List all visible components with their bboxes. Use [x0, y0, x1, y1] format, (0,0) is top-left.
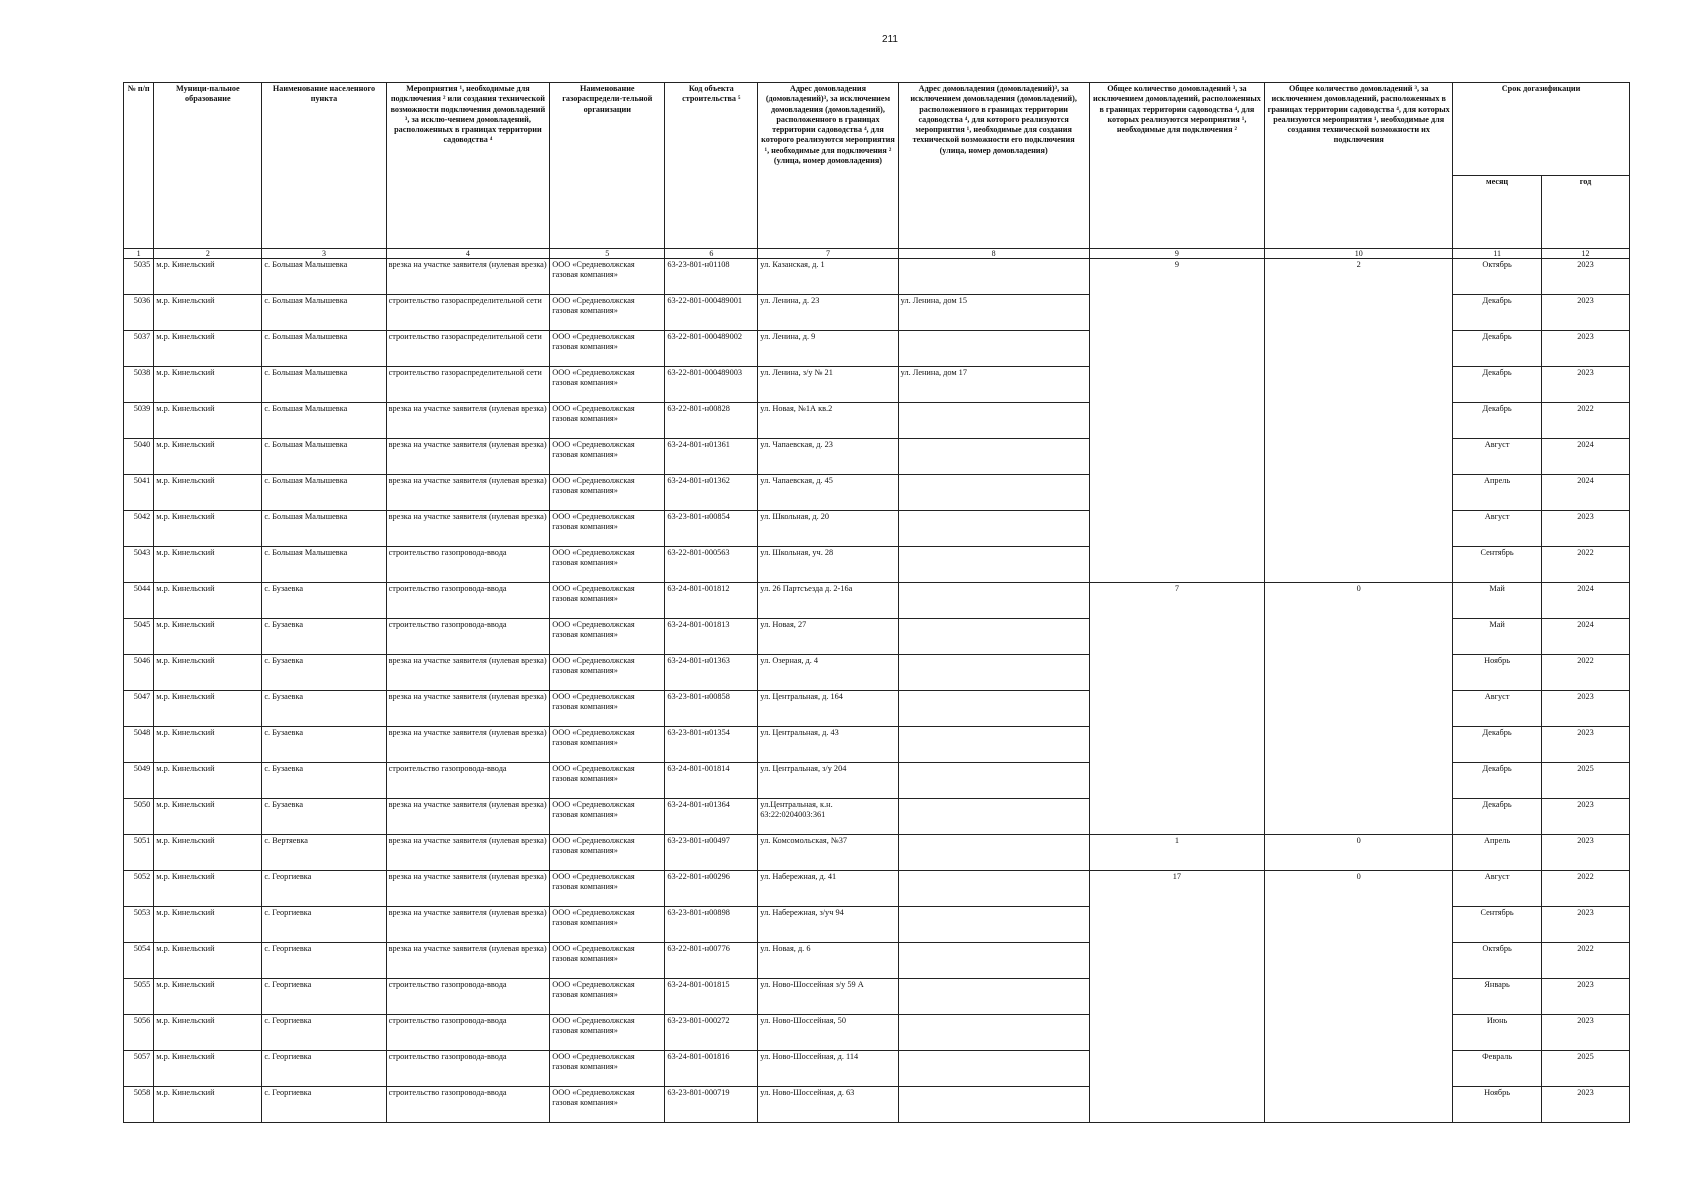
municipality-cell: м.р. Кинельский: [154, 619, 262, 655]
technical-address-cell: [898, 763, 1089, 799]
deadline-month-cell: Апрель: [1453, 835, 1542, 871]
organization-cell: ООО «Средневолжская газовая компания»: [550, 331, 665, 367]
header-row: [124, 83, 1630, 176]
settlement-cell: с. Бузаевка: [262, 583, 386, 619]
activity-cell: врезка на участке заявителя (нулевая врезка): [386, 799, 550, 835]
header-organization: Наименование газораспредели-тельной организации: [550, 83, 665, 249]
page-number: 211: [882, 34, 898, 45]
row-number: 5037: [124, 331, 154, 367]
header-number: № п/п: [124, 83, 154, 249]
activity-cell: врезка на участке заявителя (нулевая врезка): [386, 655, 550, 691]
organization-cell: ООО «Средневолжская газовая компания»: [550, 655, 665, 691]
activity-cell: врезка на участке заявителя (нулевая врезка): [386, 475, 550, 511]
deadline-month-cell: Август: [1453, 871, 1542, 907]
settlement-cell: с. Большая Малышевка: [262, 331, 386, 367]
header-month: месяц: [1453, 176, 1542, 249]
settlement-cell: с. Большая Малышевка: [262, 547, 386, 583]
technical-address-cell: [898, 799, 1089, 835]
header-settlement: Наименование населенного пункта: [262, 83, 386, 249]
activity-cell: врезка на участке заявителя (нулевая врезка): [386, 871, 550, 907]
row-number: 5052: [124, 871, 154, 907]
organization-cell: ООО «Средневолжская газовая компания»: [550, 1015, 665, 1051]
row-number: 5043: [124, 547, 154, 583]
settlement-cell: с. Бузаевка: [262, 619, 386, 655]
column-number: 3: [262, 249, 386, 259]
deadline-month-cell: Ноябрь: [1453, 655, 1542, 691]
municipality-cell: м.р. Кинельский: [154, 763, 262, 799]
organization-cell: ООО «Средневолжская газовая компания»: [550, 367, 665, 403]
object-code-cell: 63-24-801-н01361: [665, 439, 758, 475]
deadline-year-cell: 2022: [1542, 547, 1630, 583]
activity-cell: строительство газопровода-ввода: [386, 1015, 550, 1051]
deadline-year-cell: 2023: [1542, 1015, 1630, 1051]
activity-cell: врезка на участке заявителя (нулевая врезка): [386, 259, 550, 295]
object-code-cell: 63-24-801-н01363: [665, 655, 758, 691]
count-connection-cell: 9: [1089, 259, 1265, 583]
object-code-cell: 63-22-801-000489001: [665, 295, 758, 331]
settlement-cell: с. Георгиевка: [262, 907, 386, 943]
activity-cell: строительство газораспределительной сети: [386, 331, 550, 367]
settlement-cell: с. Большая Малышевка: [262, 439, 386, 475]
activity-cell: строительство газопровода-ввода: [386, 619, 550, 655]
count-connection-cell: 7: [1089, 583, 1265, 835]
activity-cell: строительство газопровода-ввода: [386, 583, 550, 619]
technical-address-cell: [898, 655, 1089, 691]
header-count-technical: Общее количество домовладений ³, за исключением домовладений, расположенных в границах территории садоводства ⁴, для которых реализуются мероприятия ¹, необходимые для создания технической возможности их подключения: [1265, 83, 1453, 249]
row-number: 5040: [124, 439, 154, 475]
settlement-cell: с. Бузаевка: [262, 763, 386, 799]
row-number: 5042: [124, 511, 154, 547]
object-code-cell: 63-24-801-001814: [665, 763, 758, 799]
address-cell: ул. Казанская, д. 1: [758, 259, 898, 295]
settlement-cell: с. Георгиевка: [262, 1015, 386, 1051]
address-cell: ул. Чапаевская, д. 45: [758, 475, 898, 511]
object-code-cell: 63-22-801-000489003: [665, 367, 758, 403]
deadline-month-cell: Февраль: [1453, 1051, 1542, 1087]
deadline-year-cell: 2024: [1542, 439, 1630, 475]
address-cell: ул. Новая, д. 6: [758, 943, 898, 979]
row-number: 5055: [124, 979, 154, 1015]
object-code-cell: 63-22-801-н00296: [665, 871, 758, 907]
organization-cell: ООО «Средневолжская газовая компания»: [550, 907, 665, 943]
table-row: [124, 835, 1630, 871]
deadline-year-cell: 2023: [1542, 1087, 1630, 1123]
organization-cell: ООО «Средневолжская газовая компания»: [550, 835, 665, 871]
deadline-year-cell: 2024: [1542, 583, 1630, 619]
municipality-cell: м.р. Кинельский: [154, 691, 262, 727]
municipality-cell: м.р. Кинельский: [154, 799, 262, 835]
activity-cell: строительство газораспределительной сети: [386, 367, 550, 403]
address-cell: ул. Центральная, з/у 204: [758, 763, 898, 799]
technical-address-cell: [898, 619, 1089, 655]
organization-cell: ООО «Средневолжская газовая компания»: [550, 511, 665, 547]
settlement-cell: с. Большая Малышевка: [262, 475, 386, 511]
row-number: 5049: [124, 763, 154, 799]
settlement-cell: с. Георгиевка: [262, 1051, 386, 1087]
deadline-month-cell: Апрель: [1453, 475, 1542, 511]
address-cell: ул. Ново-Шоссейная, д. 114: [758, 1051, 898, 1087]
deadline-month-cell: Сентябрь: [1453, 547, 1542, 583]
activity-cell: врезка на участке заявителя (нулевая врезка): [386, 835, 550, 871]
deadline-month-cell: Август: [1453, 511, 1542, 547]
technical-address-cell: [898, 835, 1089, 871]
deadline-month-cell: Август: [1453, 439, 1542, 475]
municipality-cell: м.р. Кинельский: [154, 367, 262, 403]
deadline-year-cell: 2023: [1542, 907, 1630, 943]
address-cell: ул. Озерная, д. 4: [758, 655, 898, 691]
technical-address-cell: [898, 439, 1089, 475]
address-cell: ул. Центральная, д. 43: [758, 727, 898, 763]
technical-address-cell: [898, 691, 1089, 727]
column-number: 10: [1265, 249, 1453, 259]
row-number: 5057: [124, 1051, 154, 1087]
technical-address-cell: [898, 979, 1089, 1015]
settlement-cell: с. Бузаевка: [262, 727, 386, 763]
deadline-year-cell: 2025: [1542, 763, 1630, 799]
row-number: 5054: [124, 943, 154, 979]
column-number: 5: [550, 249, 665, 259]
header-activities: Мероприятия ¹, необходимые для подключения ² или создания технической возможности подключения домовладений ³, за исклю-чением домовладений, расположенных в границах территории садоводства ⁴: [386, 83, 550, 249]
activity-cell: строительство газопровода-ввода: [386, 1051, 550, 1087]
technical-address-cell: [898, 511, 1089, 547]
deadline-month-cell: Май: [1453, 619, 1542, 655]
object-code-cell: 63-24-801-001812: [665, 583, 758, 619]
count-technical-cell: 0: [1265, 871, 1453, 1123]
address-cell: ул. Новая, №1А кв.2: [758, 403, 898, 439]
header-deadline: Срок догазификации: [1453, 83, 1630, 176]
settlement-cell: с. Вертяевка: [262, 835, 386, 871]
column-number: 2: [154, 249, 262, 259]
address-cell: ул. Чапаевская, д. 23: [758, 439, 898, 475]
deadline-year-cell: 2022: [1542, 871, 1630, 907]
activity-cell: врезка на участке заявителя (нулевая врезка): [386, 439, 550, 475]
row-number: 5035: [124, 259, 154, 295]
technical-address-cell: [898, 403, 1089, 439]
header-year: год: [1542, 176, 1630, 249]
column-number: 6: [665, 249, 758, 259]
municipality-cell: м.р. Кинельский: [154, 727, 262, 763]
column-numbers-row: [124, 249, 1630, 259]
deadline-year-cell: 2023: [1542, 727, 1630, 763]
technical-address-cell: [898, 1015, 1089, 1051]
deadline-year-cell: 2025: [1542, 1051, 1630, 1087]
activity-cell: врезка на участке заявителя (нулевая врезка): [386, 727, 550, 763]
count-technical-cell: 0: [1265, 583, 1453, 835]
object-code-cell: 63-24-801-н01362: [665, 475, 758, 511]
address-cell: ул. Набережная, з/уч 94: [758, 907, 898, 943]
gasification-register-table: [123, 82, 1630, 1123]
organization-cell: ООО «Средневолжская газовая компания»: [550, 439, 665, 475]
municipality-cell: м.р. Кинельский: [154, 835, 262, 871]
deadline-year-cell: 2023: [1542, 295, 1630, 331]
header-municipality: Муници-пальное образование: [154, 83, 262, 249]
technical-address-cell: [898, 727, 1089, 763]
activity-cell: строительство газопровода-ввода: [386, 979, 550, 1015]
column-number: 9: [1089, 249, 1265, 259]
address-cell: ул. Ново-Шоссейная з/у 59 А: [758, 979, 898, 1015]
deadline-month-cell: Май: [1453, 583, 1542, 619]
deadline-month-cell: Декабрь: [1453, 403, 1542, 439]
row-number: 5048: [124, 727, 154, 763]
deadline-month-cell: Декабрь: [1453, 763, 1542, 799]
municipality-cell: м.р. Кинельский: [154, 655, 262, 691]
address-cell: ул. Новая, 27: [758, 619, 898, 655]
table-row: [124, 259, 1630, 295]
object-code-cell: 63-22-801-н00828: [665, 403, 758, 439]
settlement-cell: с. Большая Малышевка: [262, 403, 386, 439]
address-cell: ул. Центральная, д. 164: [758, 691, 898, 727]
row-number: 5051: [124, 835, 154, 871]
organization-cell: ООО «Средневолжская газовая компания»: [550, 1051, 665, 1087]
deadline-year-cell: 2023: [1542, 511, 1630, 547]
technical-address-cell: [898, 331, 1089, 367]
table-row: [124, 871, 1630, 907]
object-code-cell: 63-24-801-001815: [665, 979, 758, 1015]
object-code-cell: 63-23-801-н00858: [665, 691, 758, 727]
deadline-year-cell: 2022: [1542, 655, 1630, 691]
address-cell: ул.Центральная, к.н. 63:22:0204003:361: [758, 799, 898, 835]
organization-cell: ООО «Средневолжская газовая компания»: [550, 1087, 665, 1123]
object-code-cell: 63-22-801-н00776: [665, 943, 758, 979]
organization-cell: ООО «Средневолжская газовая компания»: [550, 259, 665, 295]
deadline-month-cell: Декабрь: [1453, 367, 1542, 403]
deadline-month-cell: Ноябрь: [1453, 1087, 1542, 1123]
column-number: 12: [1542, 249, 1630, 259]
deadline-year-cell: 2023: [1542, 331, 1630, 367]
object-code-cell: 63-23-801-н00497: [665, 835, 758, 871]
organization-cell: ООО «Средневолжская газовая компания»: [550, 619, 665, 655]
activity-cell: врезка на участке заявителя (нулевая врезка): [386, 907, 550, 943]
row-number: 5056: [124, 1015, 154, 1051]
settlement-cell: с. Большая Малышевка: [262, 295, 386, 331]
settlement-cell: с. Георгиевка: [262, 943, 386, 979]
deadline-month-cell: Декабрь: [1453, 799, 1542, 835]
settlement-cell: с. Большая Малышевка: [262, 367, 386, 403]
settlement-cell: с. Георгиевка: [262, 1087, 386, 1123]
count-connection-cell: 17: [1089, 871, 1265, 1123]
organization-cell: ООО «Средневолжская газовая компания»: [550, 547, 665, 583]
column-number: 11: [1453, 249, 1542, 259]
technical-address-cell: [898, 1051, 1089, 1087]
address-cell: ул. Набережная, д. 41: [758, 871, 898, 907]
activity-cell: строительство газопровода-ввода: [386, 547, 550, 583]
deadline-year-cell: 2023: [1542, 367, 1630, 403]
municipality-cell: м.р. Кинельский: [154, 475, 262, 511]
column-number: 8: [898, 249, 1089, 259]
municipality-cell: м.р. Кинельский: [154, 439, 262, 475]
municipality-cell: м.р. Кинельский: [154, 1015, 262, 1051]
object-code-cell: 63-22-801-000489002: [665, 331, 758, 367]
object-code-cell: 63-24-801-001816: [665, 1051, 758, 1087]
settlement-cell: с. Георгиевка: [262, 871, 386, 907]
deadline-year-cell: 2022: [1542, 943, 1630, 979]
deadline-month-cell: Декабрь: [1453, 727, 1542, 763]
settlement-cell: с. Бузаевка: [262, 691, 386, 727]
organization-cell: ООО «Средневолжская газовая компания»: [550, 763, 665, 799]
object-code-cell: 63-24-801-н01364: [665, 799, 758, 835]
activity-cell: врезка на участке заявителя (нулевая врезка): [386, 691, 550, 727]
municipality-cell: м.р. Кинельский: [154, 331, 262, 367]
row-number: 5053: [124, 907, 154, 943]
row-number: 5036: [124, 295, 154, 331]
table-body: [124, 259, 1630, 1123]
deadline-year-cell: 2023: [1542, 835, 1630, 871]
municipality-cell: м.р. Кинельский: [154, 1087, 262, 1123]
row-number: 5050: [124, 799, 154, 835]
technical-address-cell: ул. Ленина, дом 17: [898, 367, 1089, 403]
row-number: 5046: [124, 655, 154, 691]
technical-address-cell: [898, 475, 1089, 511]
deadline-month-cell: Июнь: [1453, 1015, 1542, 1051]
row-number: 5045: [124, 619, 154, 655]
column-number: 7: [758, 249, 898, 259]
deadline-month-cell: Октябрь: [1453, 943, 1542, 979]
deadline-month-cell: Январь: [1453, 979, 1542, 1015]
address-cell: ул. Школьная, уч. 28: [758, 547, 898, 583]
address-cell: ул. Ленина, з/у № 21: [758, 367, 898, 403]
municipality-cell: м.р. Кинельский: [154, 943, 262, 979]
municipality-cell: м.р. Кинельский: [154, 907, 262, 943]
activity-cell: строительство газораспределительной сети: [386, 295, 550, 331]
municipality-cell: м.р. Кинельский: [154, 295, 262, 331]
activity-cell: строительство газопровода-ввода: [386, 1087, 550, 1123]
address-cell: ул. Ново-Шоссейная, 50: [758, 1015, 898, 1051]
deadline-year-cell: 2023: [1542, 799, 1630, 835]
technical-address-cell: [898, 907, 1089, 943]
header-address-technical: Адрес домовладения (домовладений)³, за исключением домовладения (домовладений), расположенного в границах территории садоводства ⁴, для которого реализуются мероприятия ¹, необходимые для создания технической возможности его подключения (улица, номер домовладения): [898, 83, 1089, 249]
technical-address-cell: [898, 943, 1089, 979]
deadline-month-cell: Август: [1453, 691, 1542, 727]
organization-cell: ООО «Средневолжская газовая компания»: [550, 727, 665, 763]
object-code-cell: 63-23-801-000272: [665, 1015, 758, 1051]
settlement-cell: с. Большая Малышевка: [262, 511, 386, 547]
deadline-year-cell: 2023: [1542, 691, 1630, 727]
organization-cell: ООО «Средневолжская газовая компания»: [550, 871, 665, 907]
municipality-cell: м.р. Кинельский: [154, 403, 262, 439]
organization-cell: ООО «Средневолжская газовая компания»: [550, 799, 665, 835]
address-cell: ул. Ленина, д. 23: [758, 295, 898, 331]
organization-cell: ООО «Средневолжская газовая компания»: [550, 295, 665, 331]
row-number: 5047: [124, 691, 154, 727]
deadline-year-cell: 2023: [1542, 979, 1630, 1015]
row-number: 5044: [124, 583, 154, 619]
settlement-cell: с. Бузаевка: [262, 655, 386, 691]
technical-address-cell: [898, 1087, 1089, 1123]
row-number: 5058: [124, 1087, 154, 1123]
row-number: 5038: [124, 367, 154, 403]
activity-cell: врезка на участке заявителя (нулевая врезка): [386, 403, 550, 439]
municipality-cell: м.р. Кинельский: [154, 979, 262, 1015]
activity-cell: врезка на участке заявителя (нулевая врезка): [386, 943, 550, 979]
settlement-cell: с. Георгиевка: [262, 979, 386, 1015]
organization-cell: ООО «Средневолжская газовая компания»: [550, 691, 665, 727]
organization-cell: ООО «Средневолжская газовая компания»: [550, 475, 665, 511]
column-number: 4: [386, 249, 550, 259]
deadline-year-cell: 2023: [1542, 259, 1630, 295]
organization-cell: ООО «Средневолжская газовая компания»: [550, 943, 665, 979]
table-row: [124, 583, 1630, 619]
activity-cell: строительство газопровода-ввода: [386, 763, 550, 799]
address-cell: ул. Ново-Шоссейная, д. 63: [758, 1087, 898, 1123]
address-cell: ул. Ленина, д. 9: [758, 331, 898, 367]
object-code-cell: 63-23-801-н00898: [665, 907, 758, 943]
technical-address-cell: [898, 547, 1089, 583]
municipality-cell: м.р. Кинельский: [154, 871, 262, 907]
municipality-cell: м.р. Кинельский: [154, 547, 262, 583]
deadline-month-cell: Декабрь: [1453, 295, 1542, 331]
municipality-cell: м.р. Кинельский: [154, 583, 262, 619]
organization-cell: ООО «Средневолжская газовая компания»: [550, 403, 665, 439]
organization-cell: ООО «Средневолжская газовая компания»: [550, 583, 665, 619]
deadline-month-cell: Декабрь: [1453, 331, 1542, 367]
municipality-cell: м.р. Кинельский: [154, 511, 262, 547]
deadline-month-cell: Сентябрь: [1453, 907, 1542, 943]
column-number: 1: [124, 249, 154, 259]
activity-cell: врезка на участке заявителя (нулевая врезка): [386, 511, 550, 547]
object-code-cell: 63-24-801-001813: [665, 619, 758, 655]
settlement-cell: с. Бузаевка: [262, 799, 386, 835]
object-code-cell: 63-22-801-000563: [665, 547, 758, 583]
count-technical-cell: 0: [1265, 835, 1453, 871]
header-count-connection: Общее количество домовладений ³, за исключением домовладений, расположенных в границах территории садоводства ⁴, для которых реализуются мероприятия ¹, необходимые для подключения ²: [1089, 83, 1265, 249]
object-code-cell: 63-23-801-н01354: [665, 727, 758, 763]
object-code-cell: 63-23-801-000719: [665, 1087, 758, 1123]
address-cell: ул. Комсомольская, №37: [758, 835, 898, 871]
municipality-cell: м.р. Кинельский: [154, 259, 262, 295]
row-number: 5039: [124, 403, 154, 439]
object-code-cell: 63-23-801-н00854: [665, 511, 758, 547]
deadline-year-cell: 2022: [1542, 403, 1630, 439]
municipality-cell: м.р. Кинельский: [154, 1051, 262, 1087]
count-technical-cell: 2: [1265, 259, 1453, 583]
technical-address-cell: ул. Ленина, дом 15: [898, 295, 1089, 331]
technical-address-cell: [898, 583, 1089, 619]
deadline-year-cell: 2024: [1542, 619, 1630, 655]
address-cell: ул. 26 Партсъезда д. 2-16а: [758, 583, 898, 619]
technical-address-cell: [898, 871, 1089, 907]
header-address-connection: Адрес домовладения (домовладений)³, за исключением домовладения (домовладений), расположенного в границах территории садоводства ⁴, для которого реализуются мероприятия ¹, необходимые для подключения ² (улица, номер домовладения): [758, 83, 898, 249]
object-code-cell: 63-23-801-н01108: [665, 259, 758, 295]
settlement-cell: с. Большая Малышевка: [262, 259, 386, 295]
deadline-month-cell: Октябрь: [1453, 259, 1542, 295]
technical-address-cell: [898, 259, 1089, 295]
deadline-year-cell: 2024: [1542, 475, 1630, 511]
header-object-code: Код объекта строительства ⁵: [665, 83, 758, 249]
row-number: 5041: [124, 475, 154, 511]
organization-cell: ООО «Средневолжская газовая компания»: [550, 979, 665, 1015]
address-cell: ул. Школьная, д. 20: [758, 511, 898, 547]
count-connection-cell: 1: [1089, 835, 1265, 871]
